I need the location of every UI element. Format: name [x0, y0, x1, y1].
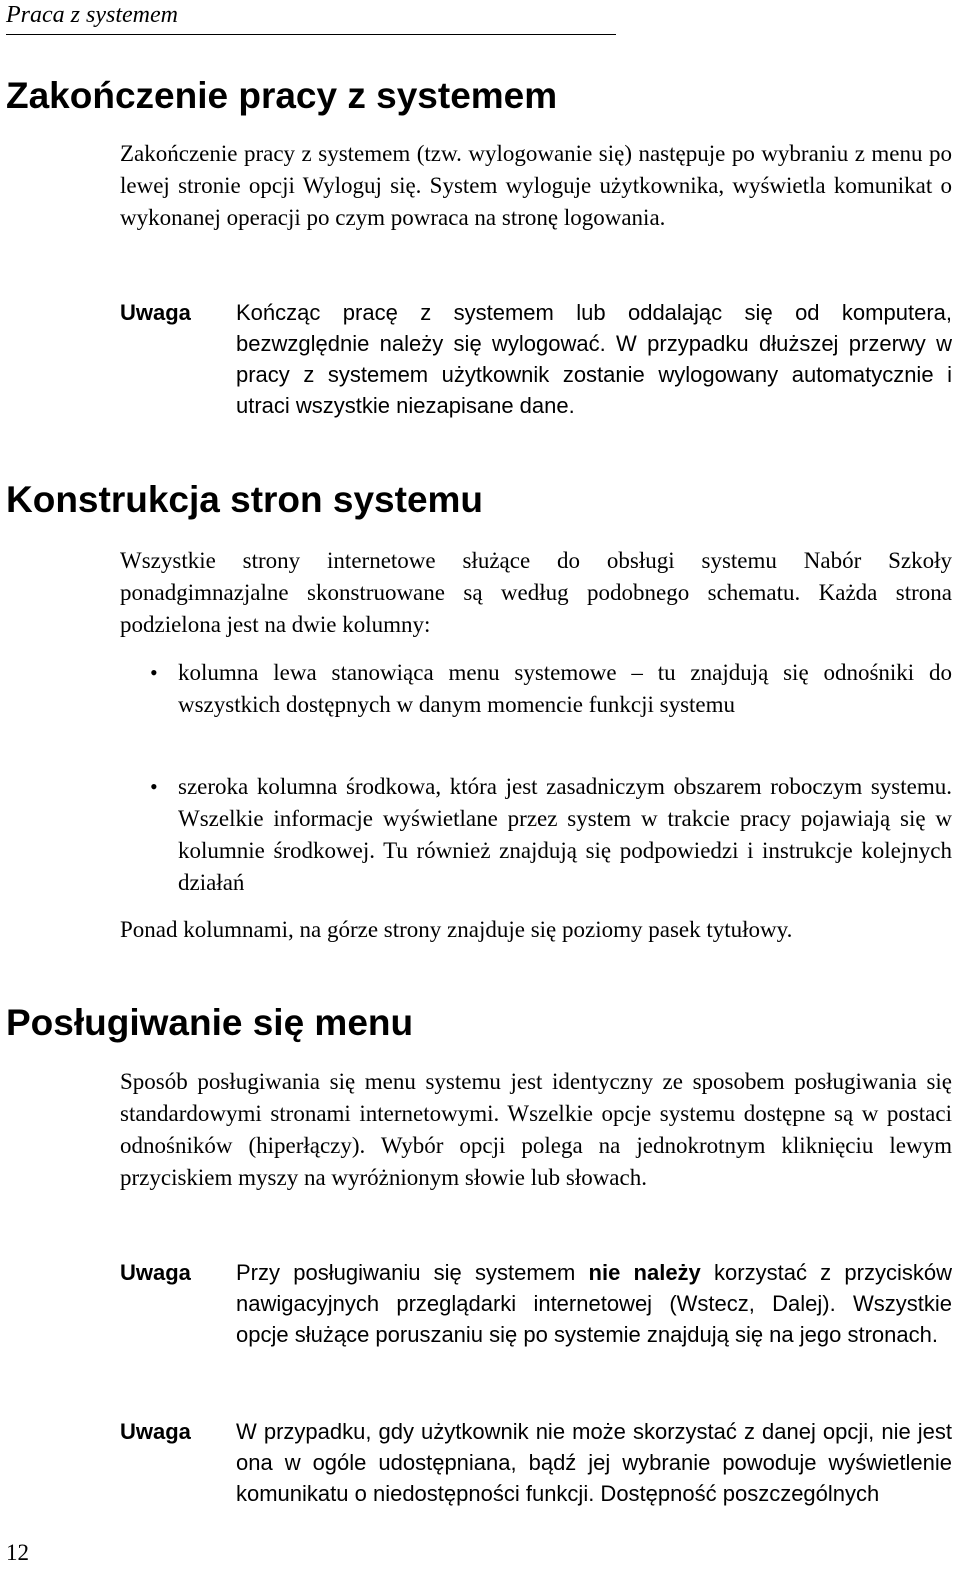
paragraph-logout: Zakończenie pracy z systemem (tzw. wylogowanie się) następuje po wybraniu z menu po lewej stronie opcji Wyloguj się. System wyloguje użytkownika, wyświetla komunikat o wykonanej operacji po czym powraca na stronę logowania. — [120, 141, 952, 230]
page-number: 12 — [6, 1540, 29, 1565]
section-heading-logout: Zakończenie pracy z systemem — [6, 75, 558, 116]
paragraph-menu: Sposób posługiwania się menu systemu jest identyczny ze sposobem posługiwania się standardowymi stronami internetowymi. Wszelkie opcje systemu dostępne są w postaci odnośników (hiperłączy). Wybór opcji polega na jednokrotnym kliknięciu lewym przyciskiem myszy na wyróżnionym słowie lub słowach. — [120, 1069, 952, 1190]
bullet-icon: • — [150, 774, 158, 799]
section-heading-page-structure: Konstrukcja stron systemu — [6, 479, 484, 520]
list-item: szeroka kolumna środkowa, która jest zasadniczym obszarem roboczym systemu. Wszelkie informacje wyświetlane przez system w trakcie pracy pojawiają się w kolumnie środkowej. Tu również znajdują się podpowiedzi i instrukcje kolejnych działań — [178, 774, 952, 895]
bullet-icon: • — [150, 660, 158, 685]
list-item: kolumna lewa stanowiąca menu systemowe – tu znajdują się odnośniki do wszystkich dostępnych w danym momencie funkcji systemu — [178, 660, 952, 717]
note-text: W przypadku, gdy użytkownik nie może skorzystać z danej opcji, nie jest ona w ogóle udostępniana, bądź jej wybranie powoduje wyświetlenie komunikatu o niedostępności funkcji. Dostępność poszczególnych — [236, 1419, 952, 1506]
note-label: Uwaga — [120, 1419, 191, 1444]
running-head: Praca z systemem — [6, 0, 616, 35]
note-text: Przy posługiwaniu się systemem nie należy korzystać z przycisków nawigacyjnych przeglądarki internetowej (Wstecz, Dalej). Wszystkie opcje służące poruszaniu się po systemie znajdują się na jego stronach. — [236, 1260, 952, 1347]
paragraph-title-bar: Ponad kolumnami, na górze strony znajduje się poziomy pasek tytułowy. — [120, 917, 793, 942]
paragraph-page-structure: Wszystkie strony internetowe służące do obsługi systemu Nabór Szkoły ponadgimnazjalne skonstruowane są według podobnego schematu. Każda strona podzielona jest na dwie kolumny: — [120, 548, 952, 637]
section-heading-menu: Posługiwanie się menu — [6, 1002, 414, 1043]
note-text: Kończąc pracę z systemem lub oddalając się od komputera, bezwzględnie należy się wylogować. W przypadku dłuższej przerwy w pracy z systemem użytkownik zostanie wylogowany automatycznie i utraci wszystkie niezapisane dane. — [236, 300, 952, 418]
note-label: Uwaga — [120, 1260, 191, 1285]
emphasis-text: nie należy — [588, 1260, 701, 1285]
note-label: Uwaga — [120, 300, 191, 325]
